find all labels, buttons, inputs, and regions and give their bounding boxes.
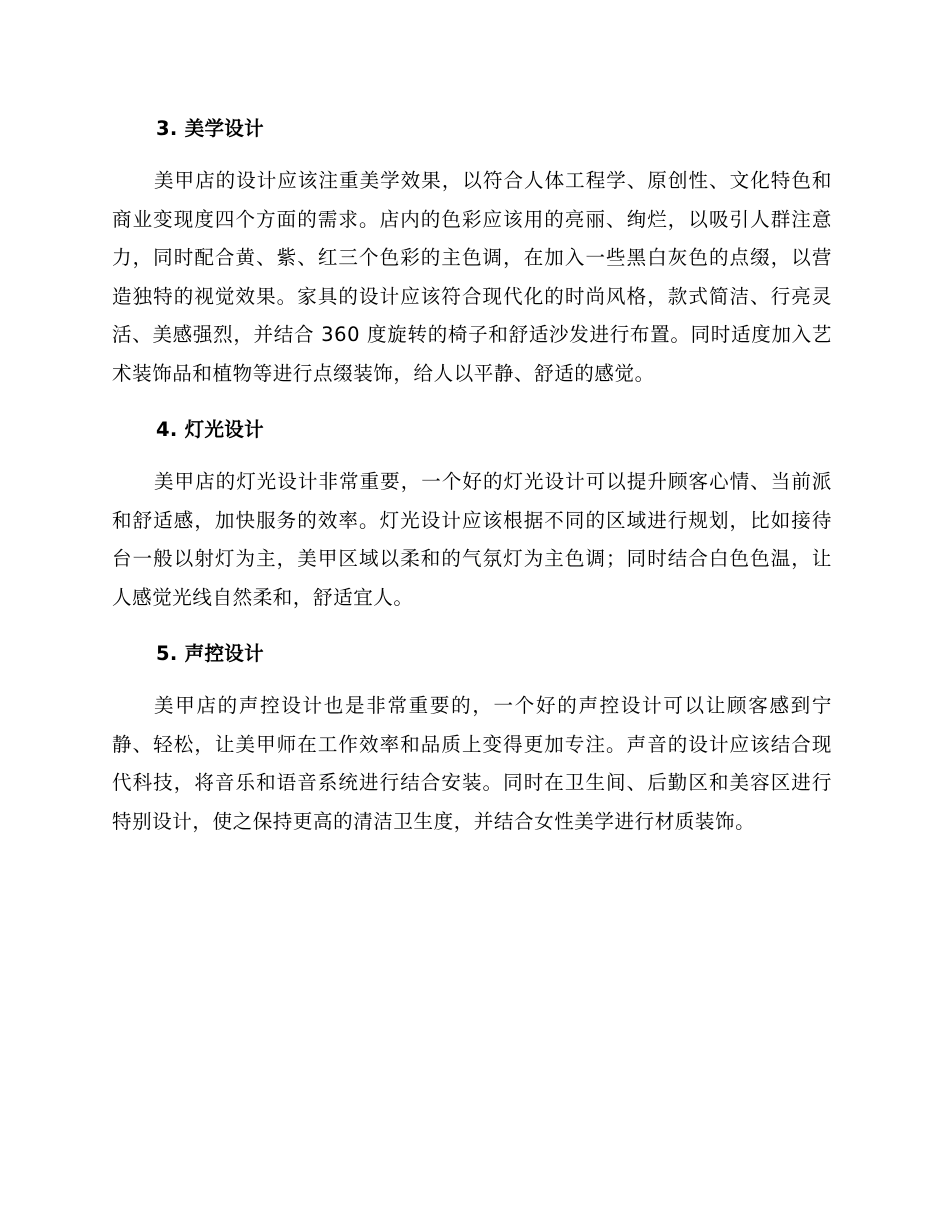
section-heading-aesthetic-design: 3. 美学设计 [156, 117, 264, 140]
section-body-lighting-design: 美甲店的灯光设计非常重要，一个好的灯光设计可以提升顾客心情、当前派和舒适感，加快服务的效率。灯光设计应该根据不同的区域进行规划，比如接待台一般以射灯为主，美甲区域以柔和的气氛灯为主色调；同时结合白色色温，让人感觉光线自然柔和，舒适宜人。 [112, 470, 832, 609]
section-body-aesthetic-design: 美甲店的设计应该注重美学效果，以符合人体工程学、原创性、文化特色和商业变现度四个方面的需求。店内的色彩应该用的亮丽、绚烂，以吸引人群注意力，同时配合黄、紫、红三个色彩的主色调，在加入一些黑白灰色的点缀，以营造独特的视觉效果。家具的设计应该符合现代化的时尚风格，款式简洁、行亮灵活、美感强烈，并结合 360 度旋转的椅子和舒适沙发进行布置。同时适度加入艺术装饰品和植物等进行点缀装饰，给人以平静、舒适的感觉。 [112, 169, 832, 385]
section-heading-acoustic-design: 5. 声控设计 [156, 642, 264, 665]
section-heading-lighting-design: 4. 灯光设计 [156, 418, 264, 441]
document-content [112, 110, 832, 859]
section-body-acoustic-design: 美甲店的声控设计也是非常重要的，一个好的声控设计可以让顾客感到宁静、轻松，让美甲师在工作效率和品质上变得更加专注。声音的设计应该结合现代科技，将音乐和语音系统进行结合安装。同时在卫生间、后勤区和美容区进行特别设计，使之保持更高的清洁卫生度，并结合女性美学进行材质装饰。 [112, 694, 832, 833]
